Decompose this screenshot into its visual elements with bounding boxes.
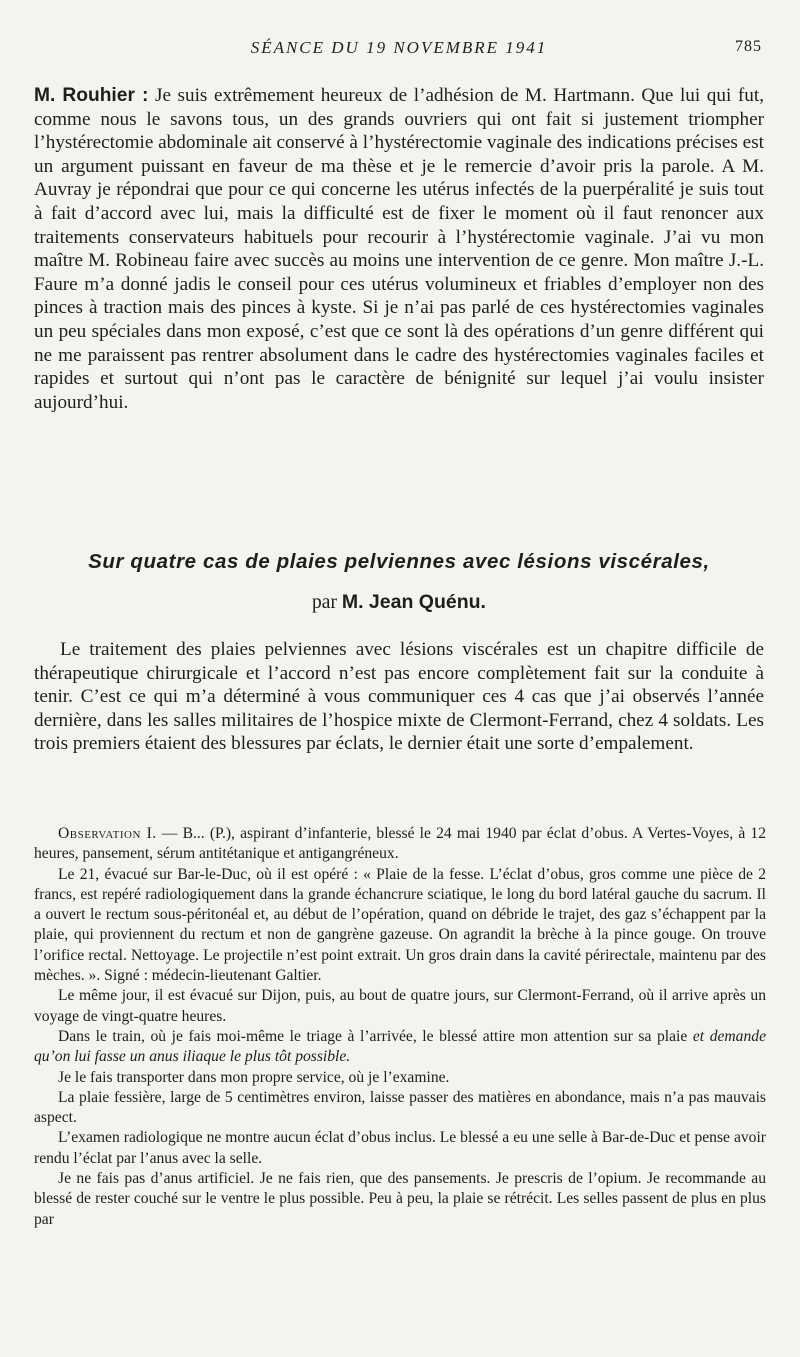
observation-paragraph: L’examen radiologique ne montre aucun éclat d’obus inclus. Le blessé a eu une selle à Bar-de-Duc et pense avoir rendu l’éclat par l’anus avec la selle.: [34, 1129, 766, 1167]
article-title: Sur quatre cas de plaies pelviennes avec lésions viscérales,: [88, 550, 710, 573]
observation-paragraph: Je ne fais pas d’anus artificiel. Je ne fais rien, que des pansements. Je prescris de l’opium. Je recommande au blessé de rester couché sur le ventre le plus possible. Peu à peu, la plaie se rétrécit. Les selles passent de plus en plus par: [34, 1170, 766, 1228]
byline-prefix: par: [312, 592, 337, 613]
article-byline: [34, 591, 764, 614]
observation-block: [34, 824, 766, 1230]
page-number: 785: [735, 38, 762, 55]
article-intro: Le traitement des plaies pelviennes avec lésions viscérales est un chapitre difficile de thérapeutique chirurgicale et l’accord n’est pas encore complètement fait sur la conduite à tenir. C’est ce qui m’a déterminé à vous communiquer ces 4 cas que j’ai observés l’année dernière, dans les salles militaires de l’hospice mixte de Clermont-Ferrand, chez 4 soldats. Les trois premiers étaient des blessures par éclats, le dernier était une sorte d’empalement.: [34, 639, 764, 755]
observation-paragraph: La plaie fessière, large de 5 centimètres environ, laisse passer des matières en abondance, mais n’a pas mauvais aspect.: [34, 1088, 766, 1127]
observation-text: — B... (P.), aspirant d’infanterie, blessé le 24 mai 1940 par éclat d’obus. A Vertes-Voyes, à 12 heures, pansement, sérum antitétanique et antigangréneux.: [34, 825, 767, 863]
observation-italic-text: et demande qu’on lui fasse un anus iliaque le plus tôt possible.: [34, 1027, 766, 1066]
observation-paragraph: [34, 1027, 766, 1068]
discussion-text: Je suis extrêmement heureux de l’adhésion de M. Hartmann. Que lui qui fut, comme nous le savons tous, un des grands ouvriers qui ont fait si justement triompher l’hystérectomie abdominale ait conservé à l’hystérectomie vaginale des indications précises est un argument puissant en faveur de ma thèse et je le remercie d’avoir pris la parole. A M. Auvray je répondrai que pour ce qui concerne les utérus infectés de la puerpéralité je suis tout à fait d’accord avec lui, mais la difficulté est de fixer le moment où il faut renoncer aux traitements conservateurs habituels pour recourir à l’hystérectomie vaginale. J’ai vu mon maître M. Robineau faire avec succès au moins une intervention de ce genre. Mon maître J.-L. Faure m’a donné jadis le conseil pour ces utérus volumineux et friables d’employer non des pinces à traction mais des pinces à kyste. Si je n’ai pas parlé de ces hystérectomies vaginales un peu spéciales dans mon exposé, c’est que ce sont là des opérations d’un genre différent qui ne me paraissent pas rentrer absolument dans le cadre des hystérectomies vaginales faciles et rapides et surtout qui n’ont pas le caractère de bénignité sur lequel j’ai voulu insister aujourd’hui.: [34, 85, 765, 413]
observation-label: Observation I.: [58, 825, 157, 842]
observation-paragraph: Le 21, évacué sur Bar-le-Duc, où il est opéré : « Plaie de la fesse. L’éclat d’obus, gros comme une pièce de 2 francs, est repéré radiologiquement dans la grande échancrure sciatique, le long du bord latéral gauche du sacrum. Il a ouvert le rectum sous-péritonéal et, au début de l’opération, quand on débride le trajet, des gaz s’échappent par la plaie, qui proviennent du rectum et non de gangrène gazeuse. On agrandit la brèche à la pince gouge. On trouve l’orifice rectal. Nettoyage. Le projectile n’est point extrait. Un gros drain dans la cavité périrectale, maintenu par des mèches. ». Signé : médecin-lieutenant Galtier.: [34, 865, 766, 985]
observation-text: Dans le train, où je fais moi-même le triage à l’arrivée, le blessé attire mon attention sur sa plaie: [58, 1027, 688, 1045]
speaker-name: M. Rouhier :: [34, 85, 149, 106]
observation-paragraph: Je le fais transporter dans mon propre service, où je l’examine.: [58, 1068, 450, 1086]
discussion-paragraph: [34, 84, 764, 414]
article-author: M. Jean Quénu.: [341, 591, 486, 613]
running-title: SÉANCE DU 19 NOVEMBRE 1941: [250, 38, 548, 57]
observation-paragraph: [34, 824, 766, 865]
running-head: [36, 38, 762, 62]
observation-paragraph: Le même jour, il est évacué sur Dijon, puis, au bout de quatre jours, sur Clermont-Ferrand, où il arrive après un voyage de vingt-quatre heures.: [34, 987, 766, 1025]
